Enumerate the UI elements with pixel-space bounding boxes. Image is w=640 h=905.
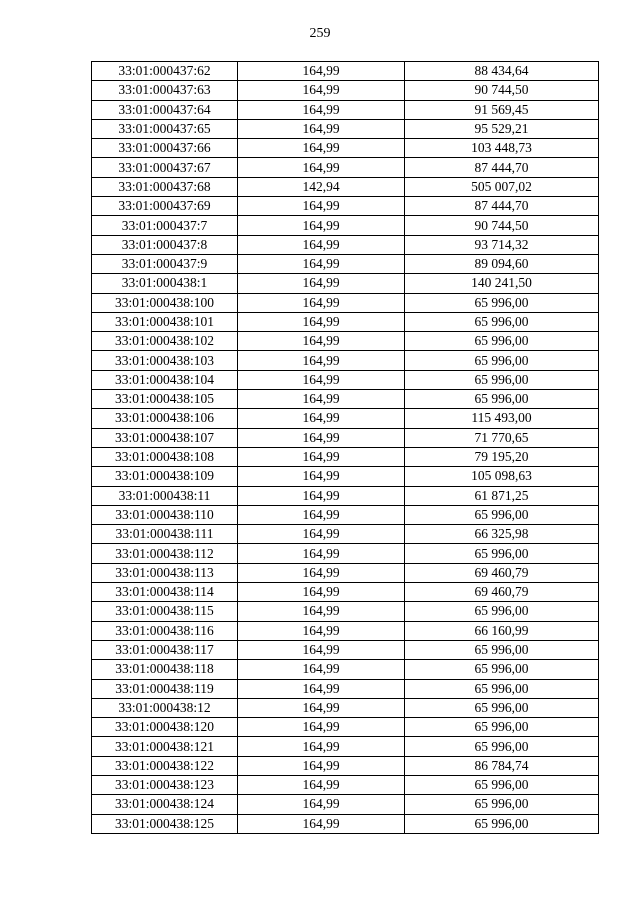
cadastral-value-cell: 93 714,32: [405, 235, 599, 254]
cadastral-value-cell: 66 325,98: [405, 525, 599, 544]
cadastral-value-cell: 65 996,00: [405, 795, 599, 814]
table-row: [92, 390, 599, 409]
rate-cell: 164,99: [238, 293, 405, 312]
cadastral-value-cell: 91 569,45: [405, 100, 599, 119]
cadastral-number-cell: 33:01:000437:65: [92, 119, 238, 138]
cadastral-number-cell: 33:01:000438:112: [92, 544, 238, 563]
cadastral-value-cell: 95 529,21: [405, 119, 599, 138]
cadastral-value-cell: 87 444,70: [405, 197, 599, 216]
rate-cell: 164,99: [238, 718, 405, 737]
cadastral-number-cell: 33:01:000438:120: [92, 718, 238, 737]
table-row: [92, 640, 599, 659]
rate-cell: 164,99: [238, 235, 405, 254]
table-row: [92, 216, 599, 235]
cadastral-number-cell: 33:01:000438:123: [92, 775, 238, 794]
rate-cell: 164,99: [238, 428, 405, 447]
cadastral-number-cell: 33:01:000438:118: [92, 660, 238, 679]
cadastral-value-cell: 79 195,20: [405, 447, 599, 466]
table-row: [92, 814, 599, 833]
rate-cell: 164,99: [238, 505, 405, 524]
cadastral-number-cell: 33:01:000437:8: [92, 235, 238, 254]
cadastral-value-cell: 65 996,00: [405, 698, 599, 717]
rate-cell: 164,99: [238, 583, 405, 602]
cadastral-number-cell: 33:01:000438:125: [92, 814, 238, 833]
rate-cell: 164,99: [238, 698, 405, 717]
cadastral-number-cell: 33:01:000437:66: [92, 139, 238, 158]
cadastral-value-cell: 65 996,00: [405, 814, 599, 833]
cadastral-number-cell: 33:01:000437:9: [92, 254, 238, 273]
cadastral-number-cell: 33:01:000438:117: [92, 640, 238, 659]
cadastral-number-cell: 33:01:000437:68: [92, 177, 238, 196]
rate-cell: 164,99: [238, 332, 405, 351]
rate-cell: 164,99: [238, 370, 405, 389]
rate-cell: 164,99: [238, 775, 405, 794]
rate-cell: 164,99: [238, 158, 405, 177]
cadastral-number-cell: 33:01:000438:1: [92, 274, 238, 293]
cadastral-value-cell: 115 493,00: [405, 409, 599, 428]
table-row: [92, 370, 599, 389]
cadastral-value-cell: 65 996,00: [405, 602, 599, 621]
rate-cell: 164,99: [238, 100, 405, 119]
rate-cell: 164,99: [238, 447, 405, 466]
table-row: [92, 235, 599, 254]
cadastral-number-cell: 33:01:000438:119: [92, 679, 238, 698]
cadastral-number-cell: 33:01:000438:11: [92, 486, 238, 505]
cadastral-number-cell: 33:01:000438:111: [92, 525, 238, 544]
table-row: [92, 409, 599, 428]
table-row: [92, 602, 599, 621]
cadastral-value-cell: 65 996,00: [405, 679, 599, 698]
rate-cell: 164,99: [238, 467, 405, 486]
page-number: 259: [309, 26, 331, 41]
table-row: [92, 467, 599, 486]
cadastral-number-cell: 33:01:000437:67: [92, 158, 238, 177]
rate-cell: 164,99: [238, 621, 405, 640]
cadastral-value-cell: 61 871,25: [405, 486, 599, 505]
rate-cell: 164,99: [238, 795, 405, 814]
cadastral-value-cell: 90 744,50: [405, 216, 599, 235]
table-row: [92, 274, 599, 293]
cadastral-value-cell: 65 996,00: [405, 640, 599, 659]
cadastral-number-cell: 33:01:000438:12: [92, 698, 238, 717]
cadastral-number-cell: 33:01:000438:108: [92, 447, 238, 466]
table-row: [92, 332, 599, 351]
table-body: [92, 62, 599, 834]
cadastral-value-cell: 69 460,79: [405, 583, 599, 602]
cadastral-number-cell: 33:01:000438:114: [92, 583, 238, 602]
table-row: [92, 775, 599, 794]
cadastral-number-cell: 33:01:000438:106: [92, 409, 238, 428]
rate-cell: 164,99: [238, 254, 405, 273]
rate-cell: 164,99: [238, 390, 405, 409]
cadastral-value-cell: 65 996,00: [405, 351, 599, 370]
rate-cell: 164,99: [238, 81, 405, 100]
cadastral-number-cell: 33:01:000438:101: [92, 312, 238, 331]
rate-cell: 164,99: [238, 660, 405, 679]
cadastral-value-cell: 65 996,00: [405, 312, 599, 331]
rate-cell: 164,99: [238, 62, 405, 81]
table-row: [92, 486, 599, 505]
table-row: [92, 583, 599, 602]
cadastral-number-cell: 33:01:000438:115: [92, 602, 238, 621]
cadastral-number-cell: 33:01:000438:110: [92, 505, 238, 524]
table-row: [92, 139, 599, 158]
rate-cell: 164,99: [238, 737, 405, 756]
cadastral-number-cell: 33:01:000438:124: [92, 795, 238, 814]
cadastral-number-cell: 33:01:000438:113: [92, 563, 238, 582]
rate-cell: 164,99: [238, 351, 405, 370]
cadastral-value-cell: 69 460,79: [405, 563, 599, 582]
rate-cell: 164,99: [238, 544, 405, 563]
cadastral-number-cell: 33:01:000438:100: [92, 293, 238, 312]
table-row: [92, 795, 599, 814]
cadastral-value-table: [91, 61, 599, 834]
table-row: [92, 293, 599, 312]
table-row: [92, 351, 599, 370]
cadastral-value-cell: 89 094,60: [405, 254, 599, 273]
cadastral-value-cell: 65 996,00: [405, 332, 599, 351]
cadastral-number-cell: 33:01:000437:64: [92, 100, 238, 119]
cadastral-value-cell: 65 996,00: [405, 293, 599, 312]
rate-cell: 164,99: [238, 312, 405, 331]
rate-cell: 164,99: [238, 486, 405, 505]
cadastral-value-cell: 505 007,02: [405, 177, 599, 196]
cadastral-number-cell: 33:01:000437:63: [92, 81, 238, 100]
rate-cell: 164,99: [238, 640, 405, 659]
cadastral-value-cell: 65 996,00: [405, 775, 599, 794]
table-row: [92, 197, 599, 216]
rate-cell: 164,99: [238, 197, 405, 216]
cadastral-value-cell: 65 996,00: [405, 505, 599, 524]
rate-cell: 164,99: [238, 814, 405, 833]
table-row: [92, 718, 599, 737]
cadastral-value-cell: 105 098,63: [405, 467, 599, 486]
cadastral-value-cell: 140 241,50: [405, 274, 599, 293]
table-row: [92, 254, 599, 273]
table-row: [92, 100, 599, 119]
cadastral-number-cell: 33:01:000437:7: [92, 216, 238, 235]
rate-cell: 164,99: [238, 525, 405, 544]
rate-cell: 142,94: [238, 177, 405, 196]
cadastral-value-cell: 87 444,70: [405, 158, 599, 177]
rate-cell: 164,99: [238, 602, 405, 621]
cadastral-value-cell: 65 996,00: [405, 718, 599, 737]
table-row: [92, 62, 599, 81]
cadastral-number-cell: 33:01:000438:116: [92, 621, 238, 640]
table-row: [92, 679, 599, 698]
rate-cell: 164,99: [238, 756, 405, 775]
table-row: [92, 563, 599, 582]
cadastral-value-cell: 86 784,74: [405, 756, 599, 775]
cadastral-value-cell: 65 996,00: [405, 390, 599, 409]
cadastral-number-cell: 33:01:000438:121: [92, 737, 238, 756]
table-row: [92, 525, 599, 544]
cadastral-value-cell: 66 160,99: [405, 621, 599, 640]
cadastral-value-cell: 65 996,00: [405, 544, 599, 563]
table-row: [92, 119, 599, 138]
cadastral-number-cell: 33:01:000438:107: [92, 428, 238, 447]
table-row: [92, 505, 599, 524]
cadastral-value-cell: 65 996,00: [405, 370, 599, 389]
cadastral-value-cell: 65 996,00: [405, 660, 599, 679]
table-row: [92, 737, 599, 756]
table-row: [92, 544, 599, 563]
rate-cell: 164,99: [238, 679, 405, 698]
cadastral-number-cell: 33:01:000438:103: [92, 351, 238, 370]
table-row: [92, 621, 599, 640]
rate-cell: 164,99: [238, 274, 405, 293]
table-row: [92, 158, 599, 177]
cadastral-number-cell: 33:01:000437:62: [92, 62, 238, 81]
rate-cell: 164,99: [238, 119, 405, 138]
table-row: [92, 698, 599, 717]
cadastral-value-cell: 71 770,65: [405, 428, 599, 447]
table-row: [92, 428, 599, 447]
table-row: [92, 660, 599, 679]
rate-cell: 164,99: [238, 139, 405, 158]
cadastral-number-cell: 33:01:000438:122: [92, 756, 238, 775]
rate-cell: 164,99: [238, 409, 405, 428]
table-row: [92, 447, 599, 466]
cadastral-value-cell: 88 434,64: [405, 62, 599, 81]
rate-cell: 164,99: [238, 563, 405, 582]
cadastral-number-cell: 33:01:000438:105: [92, 390, 238, 409]
cadastral-number-cell: 33:01:000438:109: [92, 467, 238, 486]
table-row: [92, 81, 599, 100]
table-row: [92, 177, 599, 196]
table-row: [92, 756, 599, 775]
cadastral-value-cell: 65 996,00: [405, 737, 599, 756]
cadastral-value-cell: 90 744,50: [405, 81, 599, 100]
rate-cell: 164,99: [238, 216, 405, 235]
cadastral-value-cell: 103 448,73: [405, 139, 599, 158]
cadastral-number-cell: 33:01:000437:69: [92, 197, 238, 216]
cadastral-number-cell: 33:01:000438:104: [92, 370, 238, 389]
table-row: [92, 312, 599, 331]
cadastral-number-cell: 33:01:000438:102: [92, 332, 238, 351]
